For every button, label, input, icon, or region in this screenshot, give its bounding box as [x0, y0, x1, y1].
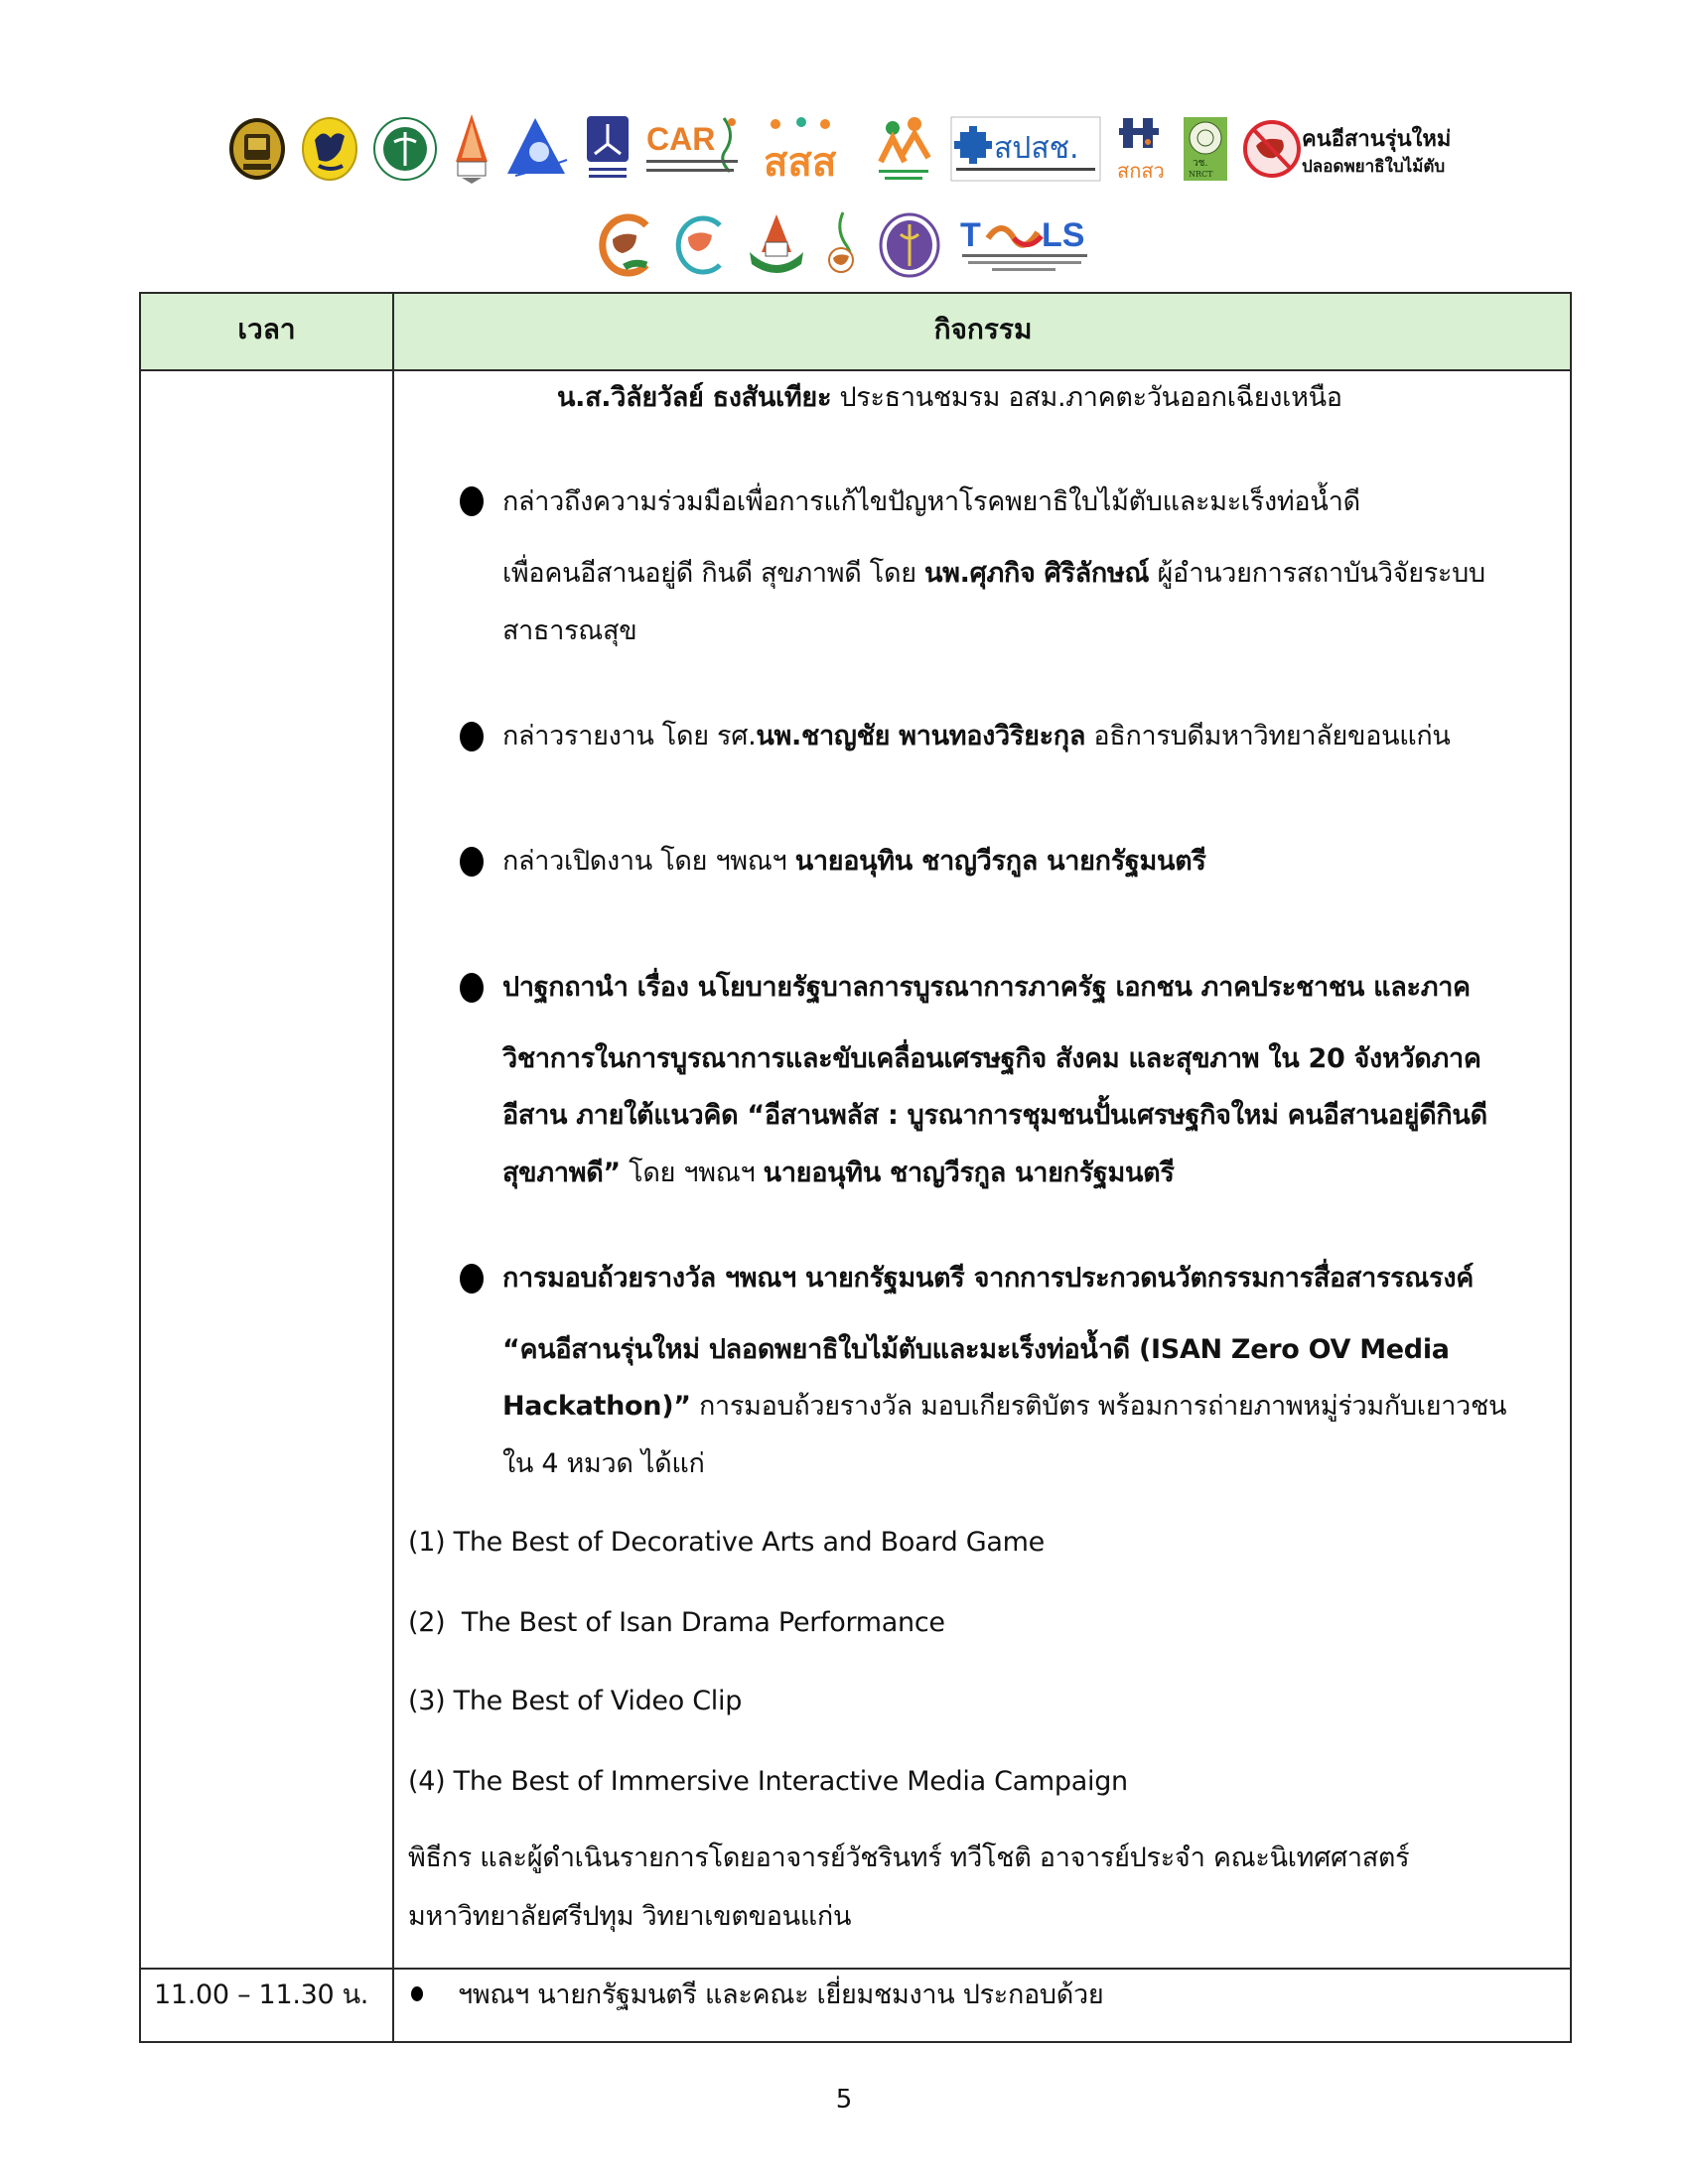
liver-leaf-logo-icon — [825, 210, 861, 280]
ministry-of-public-health-seal-icon — [372, 116, 438, 182]
text-run: การมอบถ้วยรางวัล มอบเกียรติบัตร พร้อมการถ่ายภาพหมู่ร่วมกับเยาวชน — [690, 1391, 1507, 1422]
skso-logo-icon — [1115, 114, 1169, 184]
bullet-5-line-2: “คนอีสานรุ่นใหม่ ปลอดพยาธิใบไม้ตับและมะเร็งท่อน้ำดี (ISAN Zero OV Media — [502, 1334, 1450, 1365]
speaker-name: นพ.ชาญชัย พานทองวิริยะกุล — [756, 721, 1086, 751]
khon-kaen-university-logo-icon — [452, 112, 492, 186]
svg-text:สปสช.: สปสช. — [994, 131, 1079, 166]
speaker-name: นพ.ศุภกิจ ศิริลักษณ์ — [924, 558, 1150, 589]
bullet-icon — [460, 847, 484, 877]
bullet-icon — [411, 1986, 423, 2001]
partner-logos-row-2 — [0, 208, 1688, 282]
ministry-of-interior-seal-icon — [227, 116, 287, 182]
text-run: เพื่อคนอีสานอยู่ดี กินดี สุขภาพดี โดย — [502, 558, 924, 589]
award-category-3: (3) The Best of Video Clip — [408, 1686, 743, 1716]
award-category-4: (4) The Best of Immersive Interactive Media Campaign — [408, 1766, 1128, 1797]
text-run: กล่าวรายงาน โดย รศ. — [502, 721, 757, 751]
host-line-2: มหาวิทยาลัยศรีปทุม วิทยาเขตขอนแก่น — [408, 1901, 852, 1932]
isan-campaign-logo-icon — [1242, 116, 1461, 182]
purple-seal-logo-icon — [879, 212, 940, 278]
award-category-2: (2) The Best of Isan Drama Performance — [408, 1607, 945, 1638]
award-category-1: (1) The Best of Decorative Arts and Board Game — [408, 1527, 1045, 1558]
tcels-logo-icon — [958, 212, 1093, 278]
triangle-institute-logo-icon — [505, 116, 571, 182]
speaker-name: นายอนุทิน ชาญวีรกูล นายกรัฐมนตรี — [763, 1158, 1175, 1188]
bullet-4-line-4 — [502, 1157, 1175, 1190]
svg-text:LS: LS — [1042, 216, 1085, 254]
chair-title: ประธานชมรม อสม.ภาคตะวันออกเฉียงเหนือ — [831, 382, 1342, 413]
bullet-1-line-1 — [502, 485, 1360, 519]
text-run: สาธารณสุข — [502, 615, 637, 646]
row-divider — [141, 1968, 1570, 1970]
isan-campaign-title: คนอีสานรุ่นใหม่ — [1302, 127, 1452, 152]
svg-text:วช.: วช. — [1193, 158, 1208, 169]
speaker-name: นายอนุทิน ชาญวีรกูล นายกรัฐมนตรี — [794, 846, 1206, 877]
bullet-4-line-2: วิชาการในการบูรณาการและขับเคลื่อนเศรษฐกิจ สังคม และสุขภาพ ใน 20 จังหวัดภาค — [502, 1043, 1481, 1074]
intro-line — [557, 381, 1342, 415]
car-logo-icon — [644, 114, 748, 184]
bullet-icon — [460, 973, 484, 1003]
text-run: สุขภาพดี” — [502, 1158, 621, 1188]
health-region-center-logo-icon — [585, 114, 631, 184]
text-run: โดย ฯพณฯ — [620, 1158, 764, 1188]
svg-text:NRCT: NRCT — [1189, 170, 1213, 179]
host-line-1: พิธีกร และผู้ดำเนินรายการโดยอาจารย์วัชรินทร์ ทวีโชติ อาจารย์ประจำ คณะนิเทศศาสตร์ — [408, 1843, 1410, 1873]
partner-logos-row-1 — [0, 111, 1688, 187]
svg-text:CAR: CAR — [646, 121, 716, 157]
thaihealth-logo-icon — [762, 114, 857, 184]
bullet-icon — [460, 486, 484, 516]
time-cell: 11.00 – 11.30 น. — [154, 1979, 369, 2010]
visit-activity: ฯพณฯ นายกรัฐมนตรี และคณะ เยี่ยมชมงาน ประกอบด้วย — [458, 1979, 1104, 2010]
text-run: กล่าวถึงความร่วมมือเพื่อการแก้ไขปัญหาโรคพยาธิใบไม้ตับและมะเร็งท่อน้ำดี — [502, 486, 1360, 517]
bullet-2-line-1 — [502, 720, 1451, 753]
khon-kaen-province-seal-icon — [301, 116, 358, 182]
bullet-1-line-2 — [502, 557, 1485, 591]
text-run: กล่าวเปิดงาน โดย ฯพณฯ — [502, 846, 795, 877]
text-run: ผู้อำนวยการสถาบันวิจัยระบบ — [1149, 558, 1485, 589]
bullet-5-line-4: ใน 4 หมวด ได้แก่ — [502, 1448, 705, 1479]
page-number: 5 — [835, 2085, 853, 2115]
column-header-activity: กิจกรรม — [933, 313, 1033, 345]
bullet-icon — [460, 1264, 484, 1294]
text-run: Hackathon)” — [502, 1391, 691, 1422]
bullet-1-line-3 — [502, 614, 636, 648]
nhso-logo-icon — [950, 116, 1101, 182]
bullet-5-line-3 — [502, 1390, 1506, 1424]
nrct-logo-icon — [1183, 116, 1228, 182]
liver-circle-logo-icon — [672, 213, 728, 277]
khon-kaen-university-wreath-logo-icon — [746, 212, 807, 278]
svg-text:สกสว: สกสว — [1117, 159, 1165, 183]
bullet-5-line-1: การมอบถ้วยรางวัล ฯพณฯ นายกรัฐมนตรี จากการประกวดนวัตกรรมการสื่อสารรณรงค์ — [502, 1263, 1474, 1294]
chair-name: น.ส.วิลัยวัลย์ ธงสันเทียะ — [557, 382, 832, 413]
community-health-logo-icon — [871, 114, 936, 184]
column-divider — [392, 294, 394, 2041]
bullet-4-line-1: ปาฐกถานำ เรื่อง นโยบายรัฐบาลการบูรณาการภาครัฐ เอกชน ภาคประชาชน และภาค — [502, 972, 1471, 1003]
svg-text:สสส: สสส — [764, 140, 837, 184]
bullet-icon — [460, 722, 484, 751]
bullet-3-line-1 — [502, 845, 1206, 879]
text-run: อธิการบดีมหาวิทยาลัยขอนแก่น — [1085, 721, 1451, 751]
bullet-4-line-3: อีสาน ภายใต้แนวคิด “อีสานพลัส : บูรณาการชุมชนปั้นเศรษฐกิจใหม่ คนอีสานอยู่ดีกินดี — [502, 1100, 1487, 1131]
liver-c-logo-icon — [595, 213, 654, 277]
column-header-time: เวลา — [237, 313, 296, 345]
svg-text:T: T — [960, 216, 981, 254]
isan-campaign-subtitle: ปลอดพยาธิใบไม้ตับ — [1302, 157, 1446, 177]
